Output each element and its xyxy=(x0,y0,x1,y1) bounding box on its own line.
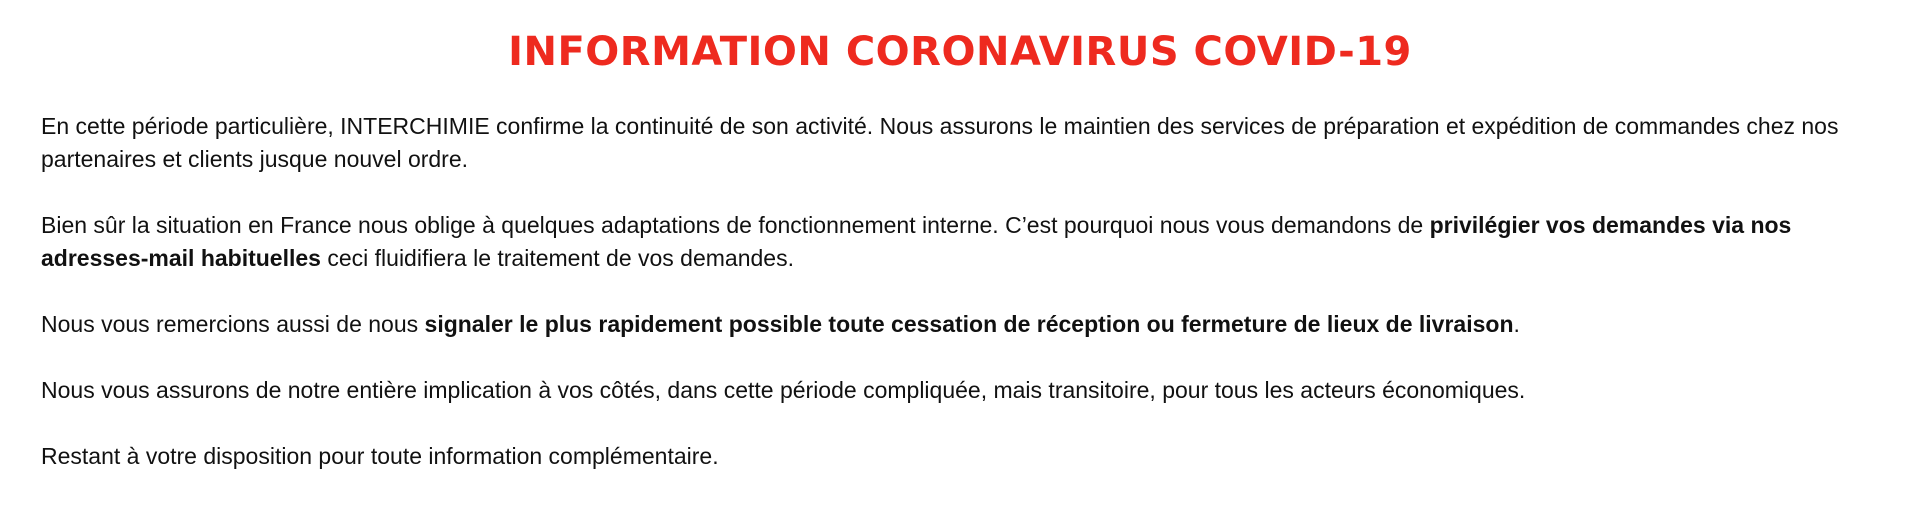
paragraph-text-after: ceci fluidifiera le traitement de vos demandes. xyxy=(320,245,794,271)
paragraph-activity-continuity: En cette période particulière, INTERCHIMIE confirme la continuité de son activité. Nous assurons le maintien des services de préparation et expédition de commandes chez nos partenaires et clients jusque nouvel ordre. xyxy=(41,113,1839,172)
paragraph-delivery-closures xyxy=(41,308,1891,341)
paragraph-internal-adaptations xyxy=(41,209,1891,275)
notice-title: INFORMATION CORONAVIRUS COVID-19 xyxy=(508,29,1412,75)
paragraph-text-before: Nous vous remercions aussi de nous xyxy=(41,311,425,337)
paragraph-text-after: . xyxy=(1513,311,1520,337)
paragraph-commitment: Nous vous assurons de notre entière implication à vos côtés, dans cette période compliquée, mais transitoire, pour tous les acteurs économiques. xyxy=(41,377,1526,403)
emphasis-report-closures: signaler le plus rapidement possible toute cessation de réception ou fermeture de lieux de livraison xyxy=(424,311,1514,337)
paragraph-text-before: Bien sûr la situation en France nous oblige à quelques adaptations de fonctionnement interne. C’est pourquoi nous vous demandons de xyxy=(41,212,1430,238)
paragraph-closing: Restant à votre disposition pour toute information complémentaire. xyxy=(41,443,719,469)
emphasis-email-requests: privilégier vos demandes via nos adresses-mail habituelles xyxy=(41,212,1792,271)
notice-body xyxy=(41,110,1891,506)
